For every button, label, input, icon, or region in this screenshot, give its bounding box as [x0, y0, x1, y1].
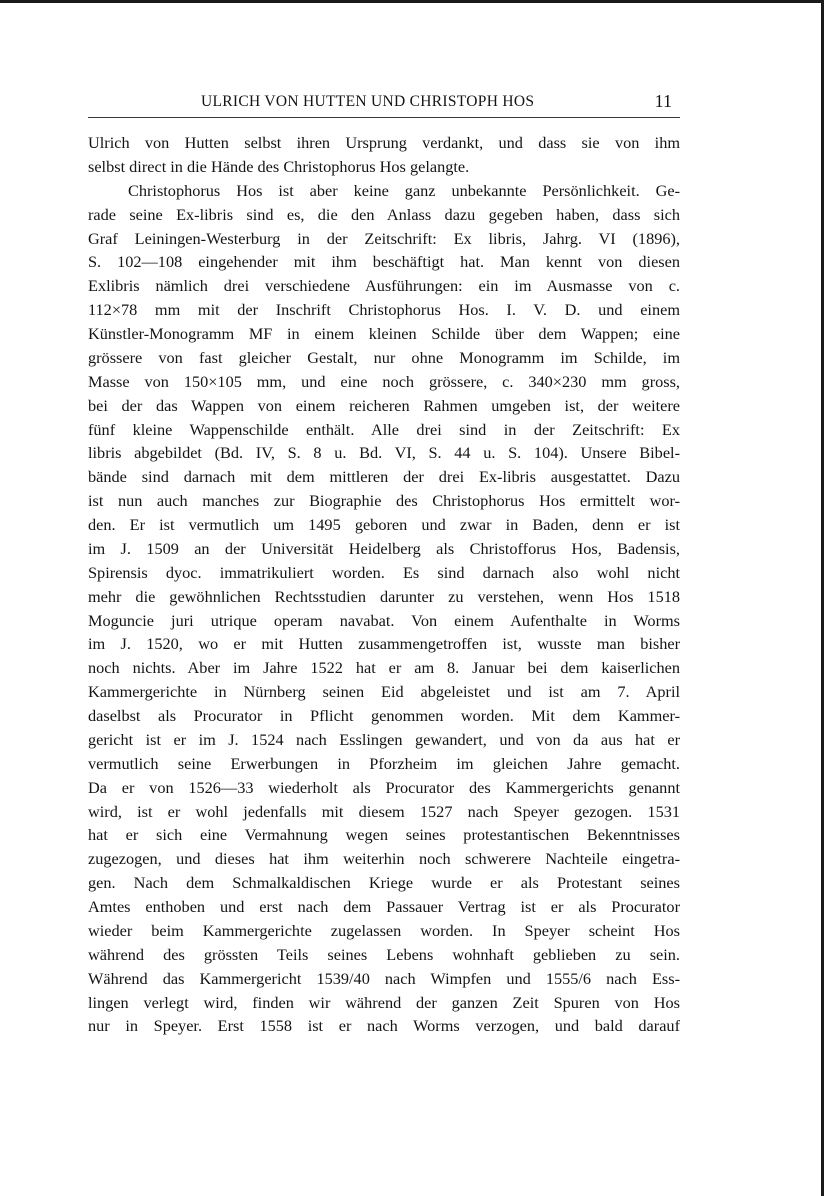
- text-line: daselbst als Procurator in Pflicht genommen worden. Mit dem Kammer-: [88, 706, 680, 725]
- text-line: S. 102—108 eingehender mit ihm beschäftigt hat. Man kennt von diesen: [88, 252, 680, 272]
- page-number: 11: [654, 91, 672, 111]
- text-line: den. Er ist vermutlich um 1495 geboren und zwar in Baden, denn er ist: [88, 515, 680, 534]
- text-line: noch nichts. Aber im Jahre 1522 hat er am 8. Januar bei dem kaiserlichen: [88, 658, 680, 678]
- text-line: zugezogen, und dieses hat ihm weiterhin noch schwerere Nachteile eingetra-: [88, 849, 680, 869]
- text-line: libris abgebildet (Bd. IV, S. 8 u. Bd. VI, S. 44 u. S. 104). Unsere Bibel-: [88, 443, 680, 463]
- header-rule: [88, 117, 680, 118]
- text-line: Amtes enthoben und erst nach dem Passauer Vertrag ist er als Procurator: [88, 897, 680, 916]
- text-line: gen. Nach dem Schmalkaldischen Kriege wurde er als Protestant seines: [88, 873, 680, 893]
- text-line: Da er von 1526—33 wiederholt als Procurator des Kammergerichts genannt: [88, 777, 680, 797]
- text-line: Masse von 150×105 mm, und eine noch grössere, c. 340×230 mm gross,: [88, 371, 680, 391]
- text-line: vermutlich seine Erwerbungen in Pforzheim im gleichen Jahre gemacht.: [88, 753, 680, 773]
- text-line: lingen verlegt wird, finden wir während der ganzen Zeit Spuren von Hos: [88, 992, 680, 1012]
- text-line: mehr die gewöhnlichen Rechtsstudien darunter zu verstehen, wenn Hos 1518: [88, 586, 680, 606]
- text-line: Exlibris nämlich drei verschiedene Ausführungen: ein im Ausmasse von c.: [88, 276, 680, 296]
- text-line: 112×78 mm mit der Inschrift Christophorus Hos. I. V. D. und einem: [88, 300, 680, 320]
- text-line: Während das Kammergericht 1539/40 nach Wimpfen und 1555/6 nach Ess-: [88, 968, 680, 988]
- text-line: rade seine Ex-libris sind es, die den Anlass dazu gegeben haben, dass sich: [88, 204, 680, 224]
- text-line: Moguncie juri utrique operam navabat. Von einem Aufenthalte in Worms: [88, 610, 680, 630]
- scan-border-top: [0, 0, 824, 3]
- text-line: selbst direct in die Hände des Christophorus Hos gelangte.: [88, 156, 470, 176]
- text-line: Kammergerichte in Nürnberg seinen Eid abgeleistet und ist am 7. April: [88, 682, 680, 702]
- text-line: Künstler-Monogramm MF in einem kleinen Schilde über dem Wappen; eine: [88, 324, 680, 343]
- text-line: ist nun auch manches zur Biographie des Christophorus Hos ermittelt wor-: [88, 491, 680, 511]
- text-line: Graf Leiningen-Westerburg in der Zeitschrift: Ex libris, Jahrg. VI (1896),: [88, 228, 680, 248]
- text-line: fünf kleine Wappenschilde enthält. Alle drei sind in der Zeitschrift: Ex: [88, 419, 680, 439]
- text-line: hat er sich eine Vermahnung wegen seines protestantischen Bekenntnisses: [88, 825, 680, 845]
- text-line: Spirensis dyoc. immatrikuliert worden. Es sind darnach also wohl nicht: [88, 562, 680, 582]
- text-line: wird, ist er wohl jedenfalls mit diesem 1527 nach Speyer gezogen. 1531: [88, 801, 680, 821]
- body-text: [88, 131, 680, 1038]
- text-line: im J. 1509 an der Universität Heidelberg als Christofforus Hos, Badensis,: [88, 538, 680, 558]
- text-line: grössere von fast gleicher Gestalt, nur ohne Monogramm im Schilde, im: [88, 347, 680, 367]
- text-line: bei der das Wappen von einem reicheren Rahmen umgeben ist, der weitere: [88, 395, 680, 415]
- text-line: während des grössten Teils seines Lebens wohnhaft geblieben zu sein.: [88, 944, 680, 964]
- text-line: bände sind darnach mit dem mittleren der drei Ex-libris ausgestattet. Dazu: [88, 467, 680, 487]
- page-header: [88, 93, 680, 119]
- running-title: ULRICH VON HUTTEN UND CHRISTOPH HOS: [201, 93, 535, 110]
- text-line: im J. 1520, wo er mit Hutten zusammengetroffen ist, wusste man bisher: [88, 634, 680, 654]
- text-line: wieder beim Kammergerichte zugelassen worden. In Speyer scheint Hos: [88, 920, 680, 940]
- text-line: gericht ist er im J. 1524 nach Esslingen gewandert, und von da aus hat er: [88, 729, 680, 749]
- text-line: Christophorus Hos ist aber keine ganz unbekannte Persönlichkeit. Ge-: [128, 180, 680, 200]
- text-line: nur in Speyer. Erst 1558 ist er nach Worms verzogen, und bald darauf: [88, 1016, 680, 1036]
- text-line: Ulrich von Hutten selbst ihren Ursprung verdankt, und dass sie von ihm: [88, 133, 680, 152]
